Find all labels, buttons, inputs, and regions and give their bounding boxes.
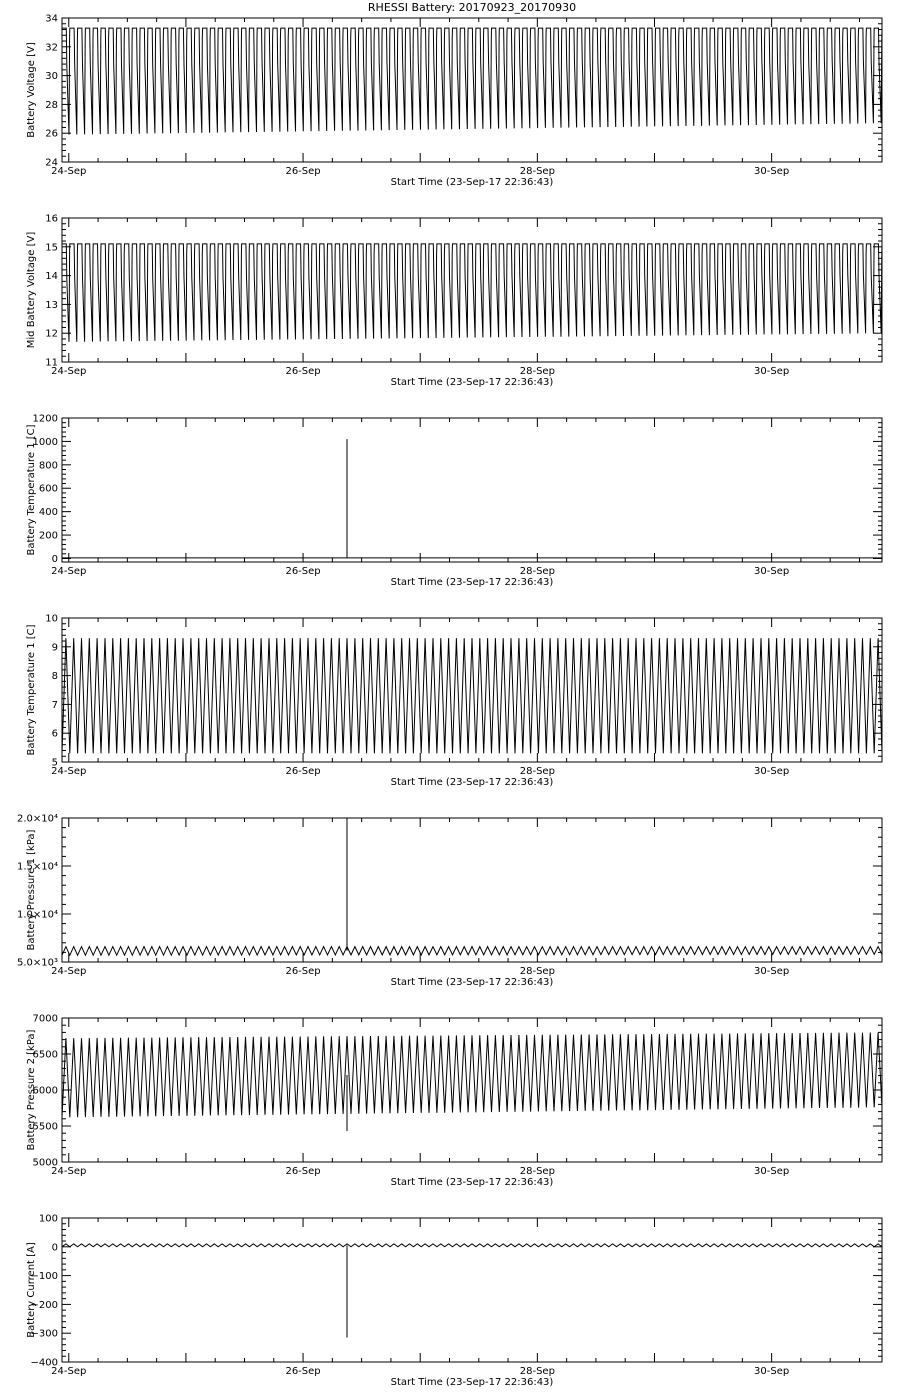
x-axis-title: Start Time (23-Sep-17 22:36:43) (390, 177, 554, 188)
y-tick-label: 16 (45, 213, 58, 225)
chart-panel-1 (26, 14, 882, 189)
y-tick-label: 800 (38, 460, 58, 472)
x-tick-label: 26-Sep (285, 766, 321, 777)
chart-panel-3 (26, 414, 882, 589)
x-tick-label: 26-Sep (285, 566, 321, 577)
y-axis-label: Mid Battery Voltage [V] (26, 231, 37, 349)
y-tick-label: 9 (51, 642, 58, 654)
plot-frame (62, 218, 882, 362)
x-tick-label: 30-Sep (754, 166, 790, 177)
chart-panel-6 (26, 1014, 882, 1189)
y-tick-label: 30 (45, 71, 58, 83)
y-tick-label: 1200 (32, 413, 58, 425)
y-tick-label: 7000 (32, 1013, 58, 1025)
y-tick-label: 8 (51, 671, 58, 683)
y-tick-label: 10 (45, 613, 58, 625)
series-line (62, 947, 882, 956)
panels (17, 14, 882, 1389)
y-tick-label: 5000 (32, 1157, 58, 1169)
y-tick-label: 15 (45, 242, 58, 254)
x-tick-label: 26-Sep (285, 1366, 321, 1377)
chart-panel-2 (26, 214, 882, 389)
x-tick-label: 28-Sep (519, 966, 555, 977)
x-tick-label: 26-Sep (285, 166, 321, 177)
y-axis-label: Battery Temperature 1 [C] (26, 424, 37, 556)
y-tick-label: 32 (45, 42, 58, 54)
x-tick-label: 26-Sep (285, 1166, 321, 1177)
y-tick-label: 1.5×10⁴ (16, 861, 58, 873)
x-tick-label: 24-Sep (51, 366, 87, 377)
plot-frame (62, 418, 882, 562)
series-line (62, 1033, 882, 1118)
y-tick-label: 6000 (32, 1085, 58, 1097)
y-tick-label: 14 (45, 271, 58, 283)
x-tick-label: 24-Sep (51, 1166, 87, 1177)
y-tick-label: 0 (51, 1242, 58, 1254)
y-tick-label: 28 (45, 99, 58, 111)
x-tick-label: 30-Sep (754, 766, 790, 777)
series-line (62, 28, 882, 135)
y-tick-label: 5.0×10³ (16, 957, 58, 969)
y-axis-label: Battery Temperature 1 [C] (26, 624, 37, 756)
y-tick-label: 26 (45, 128, 58, 140)
y-axis-label: Battery Pressure 2 [kPa] (26, 1029, 37, 1151)
y-tick-label: 1.0×10⁴ (16, 909, 58, 921)
y-tick-label: 6 (51, 728, 58, 740)
figure-title: RHESSI Battery: 20170923_20170930 (367, 1, 577, 14)
y-tick-label: 11 (45, 357, 58, 369)
x-tick-label: 26-Sep (285, 966, 321, 977)
x-tick-label: 30-Sep (754, 1366, 790, 1377)
x-tick-label: 24-Sep (51, 166, 87, 177)
series-line (62, 244, 882, 342)
y-tick-label: 24 (45, 157, 58, 169)
x-tick-label: 28-Sep (519, 766, 555, 777)
y-axis-label: Battery Pressure 1 [kPa] (26, 829, 37, 951)
x-tick-label: 24-Sep (51, 1366, 87, 1377)
y-axis-label: Battery Current [A] (26, 1242, 37, 1338)
y-tick-label: 100 (38, 1213, 58, 1225)
x-axis-title: Start Time (23-Sep-17 22:36:43) (390, 777, 554, 788)
plot-frame (62, 1218, 882, 1362)
y-tick-label: 5500 (32, 1121, 58, 1133)
y-tick-label: 7 (51, 699, 58, 711)
x-tick-label: 30-Sep (754, 966, 790, 977)
y-tick-label: 6500 (32, 1049, 58, 1061)
y-tick-label: 600 (38, 483, 58, 495)
x-tick-label: 24-Sep (51, 966, 87, 977)
x-axis-title: Start Time (23-Sep-17 22:36:43) (390, 1177, 554, 1188)
y-axis-label: Battery Voltage [V] (26, 42, 37, 138)
y-tick-label: −300 (30, 1328, 58, 1340)
y-tick-label: 13 (45, 299, 58, 311)
y-tick-label: 2.0×10⁴ (16, 813, 58, 825)
x-tick-label: 30-Sep (754, 566, 790, 577)
y-tick-label: 200 (38, 530, 58, 542)
x-tick-label: 28-Sep (519, 1366, 555, 1377)
chart-panel-7 (26, 1214, 882, 1389)
x-tick-label: 28-Sep (519, 366, 555, 377)
x-tick-label: 30-Sep (754, 1166, 790, 1177)
y-tick-label: 0 (51, 553, 58, 565)
x-tick-label: 26-Sep (285, 366, 321, 377)
y-tick-label: −200 (30, 1299, 58, 1311)
y-tick-label: −400 (30, 1357, 58, 1369)
x-axis-title: Start Time (23-Sep-17 22:36:43) (390, 977, 554, 988)
x-tick-label: 28-Sep (519, 166, 555, 177)
x-tick-label: 24-Sep (51, 766, 87, 777)
plot-frame (62, 818, 882, 962)
y-tick-label: 34 (45, 13, 58, 25)
x-tick-label: 28-Sep (519, 566, 555, 577)
x-tick-label: 24-Sep (51, 566, 87, 577)
series-line (62, 1244, 882, 1247)
chart-panel-4 (26, 614, 882, 789)
y-tick-label: −100 (30, 1271, 58, 1283)
x-axis-title: Start Time (23-Sep-17 22:36:43) (390, 577, 554, 588)
series-line (62, 638, 882, 753)
x-tick-label: 30-Sep (754, 366, 790, 377)
y-tick-label: 1000 (32, 436, 58, 448)
y-tick-label: 12 (45, 328, 58, 340)
x-tick-label: 28-Sep (519, 1166, 555, 1177)
x-axis-title: Start Time (23-Sep-17 22:36:43) (390, 1377, 554, 1388)
y-tick-label: 5 (51, 757, 58, 769)
chart-panel-5 (17, 814, 882, 989)
y-tick-label: 400 (38, 507, 58, 519)
x-axis-title: Start Time (23-Sep-17 22:36:43) (390, 377, 554, 388)
